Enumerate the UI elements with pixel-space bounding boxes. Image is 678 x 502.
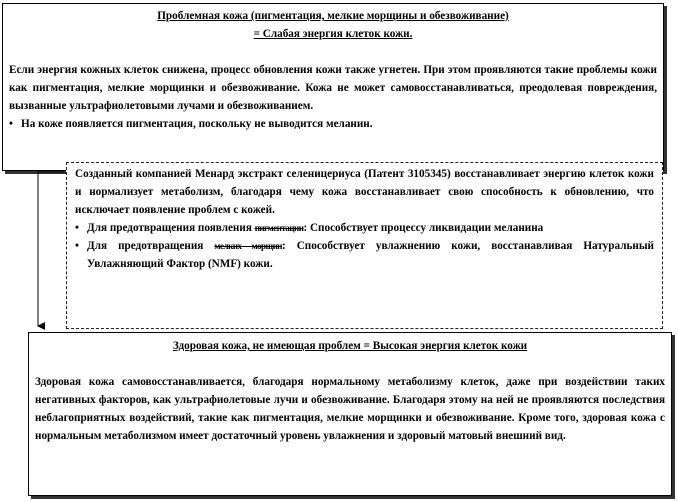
- bullet-dot-icon: •: [9, 118, 13, 130]
- extract-description: Созданный компанией Менард экстракт селеницериуса (Патент 3105345) восстанавливает энергию клеток кожи и нормализует метаболизм, благодаря чему кожа восстанавливает свою способность к обновлению, что исключает появление проблем с кожей.: [75, 168, 654, 216]
- problem-skin-description: Если энергия кожных клеток снижена, процесс обновления кожи также угнетен. При этом проявляются такие проблемы кожи как пигментация, мелкие морщинки и обезвоживание. Кожа не может самовосстанавливаться, преодолевая повреждения, вызванные ультрафиолетовыми лучами и обезвоживанием.: [9, 64, 657, 112]
- problem-skin-bullet-text: На коже появляется пигментация, поскольку не выводится меланин.: [21, 118, 373, 130]
- healthy-skin-box: [28, 332, 672, 496]
- problem-skin-title-line2: = Слабая энергия клеток кожи.: [253, 28, 413, 40]
- problem-skin-bullet: [9, 115, 657, 133]
- solution-bullet-pigmentation: [75, 219, 654, 237]
- healthy-skin-description: Здоровая кожа самовосстанавливается, благодаря нормальному метаболизму клеток, даже при воздействии таких негативных факторов, как ультрафиолетовые лучи и обезвоживание. Благодаря этому на ней не проявляются последствия неблагоприятных воздействий, такие как пигментация, мелкие морщинки и обезвоживание. Кроме того, здоровая кожа с нормальным метаболизмом имеет достаточный уровень увлажнения и здоровый матовый внешний вид.: [35, 376, 665, 442]
- extract-solution-box: [66, 162, 663, 329]
- problem-skin-box: [2, 3, 664, 171]
- solution-bullet1-struck-word: пигментации: [254, 223, 304, 233]
- solution-bullet2-prefix: Для предотвращения: [87, 240, 204, 252]
- solution-bullet2-struck-word: мелких морщин: [214, 241, 282, 251]
- solution-bullet1-rest: : Способствует процессу ликвидации меланина: [303, 222, 544, 234]
- solution-bullet1-prefix: Для предотвращения появления: [87, 222, 252, 234]
- bullet-dot-icon: •: [75, 240, 79, 252]
- problem-skin-title-line1: Проблемная кожа (пигментация, мелкие морщины и обезвоживание): [157, 10, 509, 22]
- healthy-skin-title: Здоровая кожа, не имеющая проблем = Высокая энергия клеток кожи: [172, 340, 528, 352]
- solution-bullet-wrinkles: [75, 237, 654, 273]
- solution-bullet2-rest: : Способствует увлажнению кожи, восстанавливая Натуральный Увлажняющий Фактор (NMF) кожи.: [87, 240, 655, 270]
- bullet-dot-icon: •: [75, 222, 79, 234]
